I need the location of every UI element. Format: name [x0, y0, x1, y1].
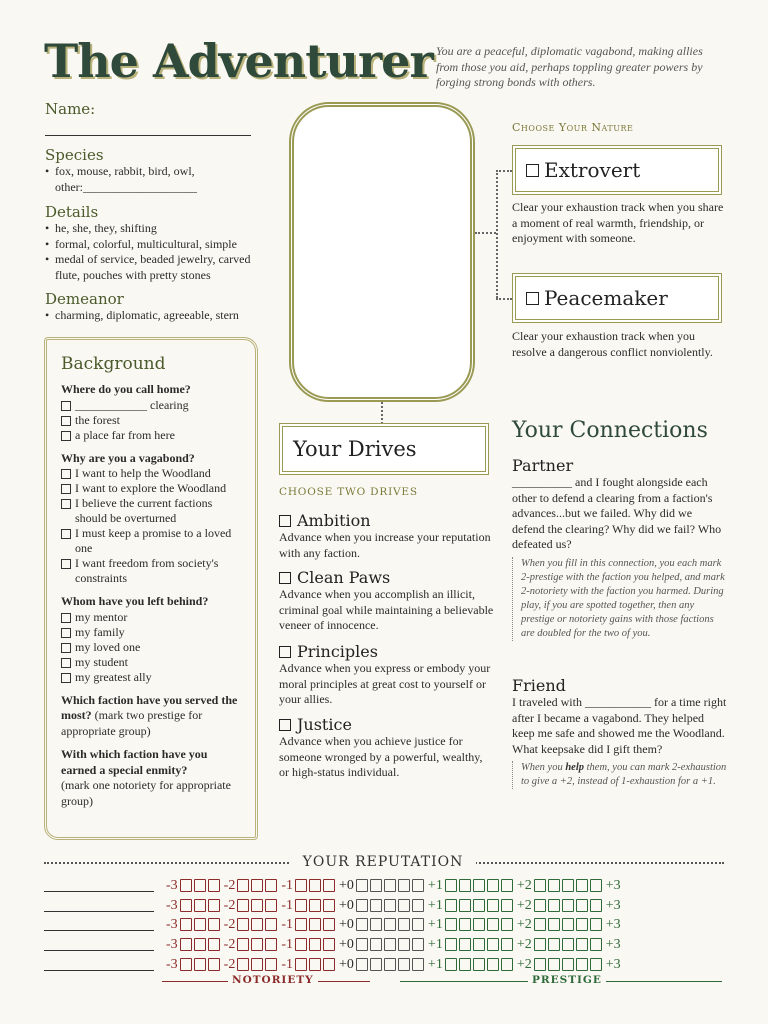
reputation-checkbox[interactable]: [356, 899, 368, 912]
reputation-checkbox[interactable]: [576, 899, 588, 912]
friend-text: I traveled with ___________ for a time right after I became a vagabond. They helped keep me safe and showed me the Woodland. What keepsake did I gift them?: [512, 695, 727, 756]
reputation-level-label: +0: [339, 877, 354, 893]
demeanor-section: [45, 290, 260, 324]
reputation-level-label: +1: [427, 897, 443, 913]
reputation-checkbox[interactable]: [194, 899, 206, 912]
reputation-checkbox[interactable]: [180, 938, 192, 951]
reputation-level-label: +3: [605, 916, 621, 932]
name-field[interactable]: [45, 122, 251, 136]
reputation-level-label: +2: [516, 936, 532, 952]
faction-name-field[interactable]: [44, 880, 154, 892]
reputation-checkbox[interactable]: [412, 918, 424, 931]
reputation-checkbox[interactable]: [208, 899, 220, 912]
reputation-checkbox[interactable]: [398, 918, 410, 931]
reputation-checkbox[interactable]: [487, 918, 499, 931]
friend-title: Friend: [512, 676, 566, 695]
prestige-label: PRESTIGE: [528, 974, 606, 986]
reputation-checkbox[interactable]: [180, 918, 192, 931]
drives-label: CHOOSE TWO DRIVES: [279, 486, 418, 498]
reputation-checkbox[interactable]: [237, 879, 249, 892]
reputation-checkbox[interactable]: [384, 918, 396, 931]
list-item: • he, she, they, shifting: [45, 221, 260, 237]
reputation-checkbox[interactable]: [208, 918, 220, 931]
checkbox-option[interactable]: the forest: [61, 413, 243, 428]
reputation-checkbox[interactable]: [251, 899, 263, 912]
reputation-checkbox[interactable]: [208, 938, 220, 951]
reputation-checkbox[interactable]: [295, 879, 307, 892]
question-left-behind: Whom have you left behind?: [61, 594, 209, 608]
reputation-checkbox[interactable]: [459, 879, 471, 892]
reputation-checkbox[interactable]: [295, 938, 307, 951]
faction-name-field[interactable]: [44, 900, 154, 912]
reputation-checkbox[interactable]: [445, 899, 457, 912]
reputation-row: [44, 896, 734, 915]
reputation-level-label: +3: [605, 897, 621, 913]
checkbox-option[interactable]: my loved one: [61, 640, 243, 655]
reputation-checkbox[interactable]: [548, 918, 560, 931]
reputation-checkbox[interactable]: [384, 938, 396, 951]
reputation-level-label: -1: [281, 916, 294, 932]
reputation-checkbox[interactable]: [501, 958, 513, 971]
reputation-checkbox[interactable]: [501, 899, 513, 912]
reputation-checkbox[interactable]: [237, 958, 249, 971]
checkbox-option[interactable]: my family: [61, 625, 243, 640]
reputation-checkbox[interactable]: [370, 879, 382, 892]
reputation-checkbox[interactable]: [384, 879, 396, 892]
details-section: [45, 203, 260, 283]
drives-title-box: [279, 423, 489, 475]
name-label: Name:: [45, 100, 96, 118]
reputation-checkbox[interactable]: [208, 879, 220, 892]
faction-name-field[interactable]: [44, 939, 154, 951]
list-item: • formal, colorful, multicultural, simple: [45, 237, 260, 253]
reputation-level-label: -2: [223, 956, 236, 972]
page-title: The Adventurer: [44, 34, 433, 88]
species-section: [45, 146, 260, 195]
checkbox[interactable]: [279, 515, 291, 527]
checkbox-option[interactable]: I want freedom from society's constraints: [61, 556, 243, 586]
reputation-level-label: +1: [427, 936, 443, 952]
checkbox[interactable]: [279, 572, 291, 584]
species-options: • fox, mouse, rabbit, bird, owl, other:___________________: [45, 164, 260, 195]
drives-title: Your Drives: [293, 437, 417, 461]
reputation-checkbox[interactable]: [323, 879, 335, 892]
reputation-checkbox[interactable]: [473, 918, 485, 931]
reputation-checkbox[interactable]: [208, 958, 220, 971]
reputation-checkbox[interactable]: [473, 938, 485, 951]
checkbox-option[interactable]: my greatest ally: [61, 670, 243, 685]
reputation-checkbox[interactable]: [251, 879, 263, 892]
drive-ambition: Ambition Advance when you increase your reputation with any faction.: [279, 511, 491, 560]
reputation-level-label: -3: [166, 897, 178, 913]
reputation-checkbox[interactable]: [412, 899, 424, 912]
background-box: [44, 337, 258, 840]
reputation-checkbox[interactable]: [445, 958, 457, 971]
reputation-checkbox[interactable]: [501, 938, 513, 951]
faction-name-field[interactable]: [44, 919, 154, 931]
reputation-checkbox[interactable]: [562, 899, 574, 912]
reputation-level-label: +2: [516, 956, 532, 972]
reputation-checkbox[interactable]: [534, 918, 546, 931]
reputation-level-label: -3: [166, 956, 178, 972]
reputation-checkbox[interactable]: [412, 938, 424, 951]
peacemaker-desc: Clear your exhaustion track when you resolve a dangerous conflict nonviolently.: [512, 329, 713, 359]
reputation-level-label: +0: [339, 897, 354, 913]
reputation-checkbox[interactable]: [548, 958, 560, 971]
reputation-checkbox[interactable]: [398, 958, 410, 971]
reputation-checkbox[interactable]: [445, 918, 457, 931]
reputation-checkbox[interactable]: [251, 918, 263, 931]
friend-note: When you help them, you can mark 2-exhaustion to give a +2, instead of 1-exhaustion for a +1.: [512, 761, 727, 789]
reputation-level-label: +1: [427, 956, 443, 972]
reputation-checkbox[interactable]: [237, 938, 249, 951]
reputation-checkbox[interactable]: [323, 938, 335, 951]
reputation-level-label: +1: [427, 916, 443, 932]
reputation-checkbox[interactable]: [384, 958, 396, 971]
reputation-checkbox[interactable]: [356, 958, 368, 971]
reputation-level-label: +3: [605, 936, 621, 952]
reputation-level-label: +2: [516, 877, 532, 893]
checkbox-option[interactable]: I want to help the Woodland: [61, 466, 243, 481]
list-item: • charming, diplomatic, agreeable, stern: [45, 308, 260, 324]
reputation-checkbox[interactable]: [194, 879, 206, 892]
checkbox[interactable]: [279, 646, 291, 658]
reputation-level-label: -3: [166, 877, 178, 893]
partner-text: __________ and I fought alongside each other to defend a clearing from a faction's advances...but we failed. Why did we defend the clearing? Why did we fail? Who defeated us?: [512, 475, 722, 551]
reputation-level-label: -1: [281, 936, 294, 952]
reputation-checkbox[interactable]: [590, 918, 602, 931]
reputation-checkbox[interactable]: [180, 879, 192, 892]
reputation-checkbox[interactable]: [459, 899, 471, 912]
reputation-checkbox[interactable]: [501, 879, 513, 892]
checkbox[interactable]: [526, 292, 539, 305]
reputation-level-label: +2: [516, 897, 532, 913]
reputation-checkbox[interactable]: [309, 879, 321, 892]
reputation-checkbox[interactable]: [265, 879, 277, 892]
checkbox-option[interactable]: I believe the current factions should be overturned: [61, 496, 243, 526]
reputation-checkbox[interactable]: [180, 899, 192, 912]
question-home: Where do you call home?: [61, 382, 191, 396]
reputation-row: [44, 876, 734, 895]
species-heading: Species: [45, 146, 104, 164]
question-enmity-faction: With which faction have you earned a special enmity? (mark one notoriety for appropriate group): [61, 747, 231, 808]
reputation-checkbox[interactable]: [323, 918, 335, 931]
drive-principles: Principles Advance when you express or embody your moral principles at great cost to yourself or your allies.: [279, 642, 491, 706]
reputation-checkbox[interactable]: [356, 918, 368, 931]
reputation-checkbox[interactable]: [473, 958, 485, 971]
reputation-checkbox[interactable]: [251, 938, 263, 951]
partner-connection: [512, 456, 727, 641]
reputation-level-label: +1: [427, 877, 443, 893]
reputation-checkbox[interactable]: [370, 918, 382, 931]
reputation-checkbox[interactable]: [501, 918, 513, 931]
reputation-checkbox[interactable]: [323, 958, 335, 971]
reputation-level-label: -2: [223, 916, 236, 932]
list-item: • medal of service, beaded jewelry, carved flute, pouches with pretty stones: [45, 252, 260, 283]
extrovert-desc: Clear your exhaustion track when you share a moment of real warmth, friendship, or enjoyment with someone.: [512, 200, 724, 245]
reputation-level-label: -2: [223, 897, 236, 913]
peacemaker-option[interactable]: [512, 273, 722, 323]
reputation-row: [44, 935, 734, 954]
reputation-checkbox[interactable]: [562, 938, 574, 951]
reputation-checkbox[interactable]: [548, 899, 560, 912]
nature-label: Choose Your Nature: [512, 121, 634, 134]
reputation-checkbox[interactable]: [237, 899, 249, 912]
reputation-checkbox[interactable]: [265, 938, 277, 951]
reputation-checkbox[interactable]: [590, 938, 602, 951]
reputation-checkbox[interactable]: [576, 918, 588, 931]
connector-dots: [381, 402, 383, 424]
reputation-level-label: -3: [166, 936, 178, 952]
checkbox-option[interactable]: my student: [61, 655, 243, 670]
reputation-checkbox[interactable]: [562, 918, 574, 931]
drive-clean-paws: Clean Paws Advance when you accomplish an illicit, criminal goal while maintaining a believable veneer of innocence.: [279, 568, 494, 632]
reputation-checkbox[interactable]: [309, 899, 321, 912]
reputation-checkbox[interactable]: [576, 938, 588, 951]
reputation-checkbox[interactable]: [459, 958, 471, 971]
peacemaker-title: Peacemaker: [544, 286, 668, 310]
reputation-checkbox[interactable]: [398, 938, 410, 951]
reputation-checkbox[interactable]: [412, 879, 424, 892]
demeanor-list: [45, 308, 260, 324]
reputation-checkbox[interactable]: [295, 958, 307, 971]
checkbox-option[interactable]: I must keep a promise to a loved one: [61, 526, 243, 556]
species-list: [45, 164, 260, 195]
reputation-checkbox[interactable]: [265, 899, 277, 912]
faction-name-field[interactable]: [44, 959, 154, 971]
reputation-checkbox[interactable]: [180, 958, 192, 971]
extrovert-option[interactable]: [512, 145, 722, 195]
reputation-checkbox[interactable]: [295, 918, 307, 931]
reputation-checkbox[interactable]: [323, 899, 335, 912]
connector-dots: [496, 170, 498, 298]
reputation-checkbox[interactable]: [534, 899, 546, 912]
reputation-checkbox[interactable]: [534, 958, 546, 971]
reputation-checkbox[interactable]: [356, 879, 368, 892]
reputation-checkbox[interactable]: [445, 938, 457, 951]
reputation-checkbox[interactable]: [576, 879, 588, 892]
reputation-checkbox[interactable]: [548, 938, 560, 951]
reputation-checkbox[interactable]: [194, 958, 206, 971]
reputation-checkbox[interactable]: [473, 879, 485, 892]
reputation-checkbox[interactable]: [487, 899, 499, 912]
reputation-checkbox[interactable]: [194, 938, 206, 951]
reputation-checkbox[interactable]: [265, 958, 277, 971]
reputation-checkbox[interactable]: [473, 899, 485, 912]
reputation-checkbox[interactable]: [445, 879, 457, 892]
extrovert-title: Extrovert: [544, 158, 641, 182]
reputation-level-label: +0: [339, 936, 354, 952]
reputation-checkbox[interactable]: [534, 879, 546, 892]
reputation-checkbox[interactable]: [412, 958, 424, 971]
reputation-level-label: -1: [281, 877, 294, 893]
reputation-checkbox[interactable]: [370, 938, 382, 951]
checkbox-option[interactable]: ____________ clearing: [61, 398, 243, 413]
reputation-checkbox[interactable]: [590, 899, 602, 912]
reputation-checkbox[interactable]: [459, 938, 471, 951]
reputation-level-label: +2: [516, 916, 532, 932]
notoriety-label: NOTORIETY: [228, 974, 318, 986]
reputation-checkbox[interactable]: [356, 938, 368, 951]
connections-title: Your Connections: [512, 418, 708, 443]
reputation-checkbox[interactable]: [398, 879, 410, 892]
reputation-checkbox[interactable]: [194, 918, 206, 931]
checkbox[interactable]: [279, 719, 291, 731]
checkbox-option[interactable]: a place far from here: [61, 428, 243, 443]
reputation-checkbox[interactable]: [534, 938, 546, 951]
connector-dots: [475, 232, 496, 234]
reputation-level-label: +3: [605, 956, 621, 972]
reputation-checkbox[interactable]: [398, 899, 410, 912]
reputation-checkbox[interactable]: [237, 918, 249, 931]
reputation-row: [44, 915, 734, 934]
partner-note: When you fill in this connection, you each mark 2-prestige with the faction you helped, and mark 2-notoriety with the faction you harmed. During play, if you are spotted together, then any prestige or notoriety gains with those factions are doubled for the two of you.: [512, 557, 727, 641]
reputation-title: YOUR REPUTATION: [290, 854, 476, 870]
reputation-checkbox[interactable]: [487, 879, 499, 892]
reputation-level-label: -1: [281, 956, 294, 972]
reputation-level-label: -3: [166, 916, 178, 932]
reputation-checkbox[interactable]: [265, 918, 277, 931]
reputation-checkbox[interactable]: [562, 879, 574, 892]
demeanor-heading: Demeanor: [45, 290, 124, 308]
reputation-level-label: +0: [339, 916, 354, 932]
reputation-checkbox[interactable]: [370, 958, 382, 971]
question-served-faction: Which faction have you served the most? (mark two prestige for appropriate group): [61, 692, 238, 738]
reputation-checkbox[interactable]: [459, 918, 471, 931]
checkbox[interactable]: [526, 164, 539, 177]
reputation-checkbox[interactable]: [487, 938, 499, 951]
reputation-checkbox[interactable]: [487, 958, 499, 971]
reputation-level-label: -1: [281, 897, 294, 913]
tagline: You are a peaceful, diplomatic vagabond, making allies from those you aid, perhaps toppling greater powers by forging strong bonds with others.: [436, 44, 703, 89]
reputation-checkbox[interactable]: [384, 899, 396, 912]
reputation-checkbox[interactable]: [562, 958, 574, 971]
reputation-checkbox[interactable]: [590, 958, 602, 971]
checkbox-option[interactable]: I want to explore the Woodland: [61, 481, 243, 496]
reputation-checkbox[interactable]: [590, 879, 602, 892]
connector-dots: [496, 298, 512, 300]
partner-title: Partner: [512, 456, 574, 475]
drive-justice: Justice Advance when you achieve justice for someone wronged by a powerful, wealthy, or high-status individual.: [279, 715, 483, 779]
reputation-level-label: -2: [223, 936, 236, 952]
connector-dots: [496, 170, 512, 172]
checkbox-option[interactable]: my mentor: [61, 610, 243, 625]
reputation-checkbox[interactable]: [309, 958, 321, 971]
reputation-checkbox[interactable]: [251, 958, 263, 971]
reputation-level-label: +3: [605, 877, 621, 893]
reputation-checkbox[interactable]: [295, 899, 307, 912]
reputation-checkbox[interactable]: [309, 938, 321, 951]
reputation-row: [44, 955, 734, 974]
reputation-checkbox[interactable]: [370, 899, 382, 912]
question-why-vagabond: Why are you a vagabond?: [61, 450, 195, 465]
reputation-checkbox[interactable]: [548, 879, 560, 892]
reputation-checkbox[interactable]: [309, 918, 321, 931]
reputation-checkbox[interactable]: [576, 958, 588, 971]
friend-connection: [512, 676, 727, 789]
details-heading: Details: [45, 203, 99, 221]
reputation-level-label: -2: [223, 877, 236, 893]
details-list: [45, 221, 260, 283]
background-heading: Background: [61, 354, 166, 374]
reputation-level-label: +0: [339, 956, 354, 972]
portrait-frame[interactable]: [289, 102, 475, 402]
